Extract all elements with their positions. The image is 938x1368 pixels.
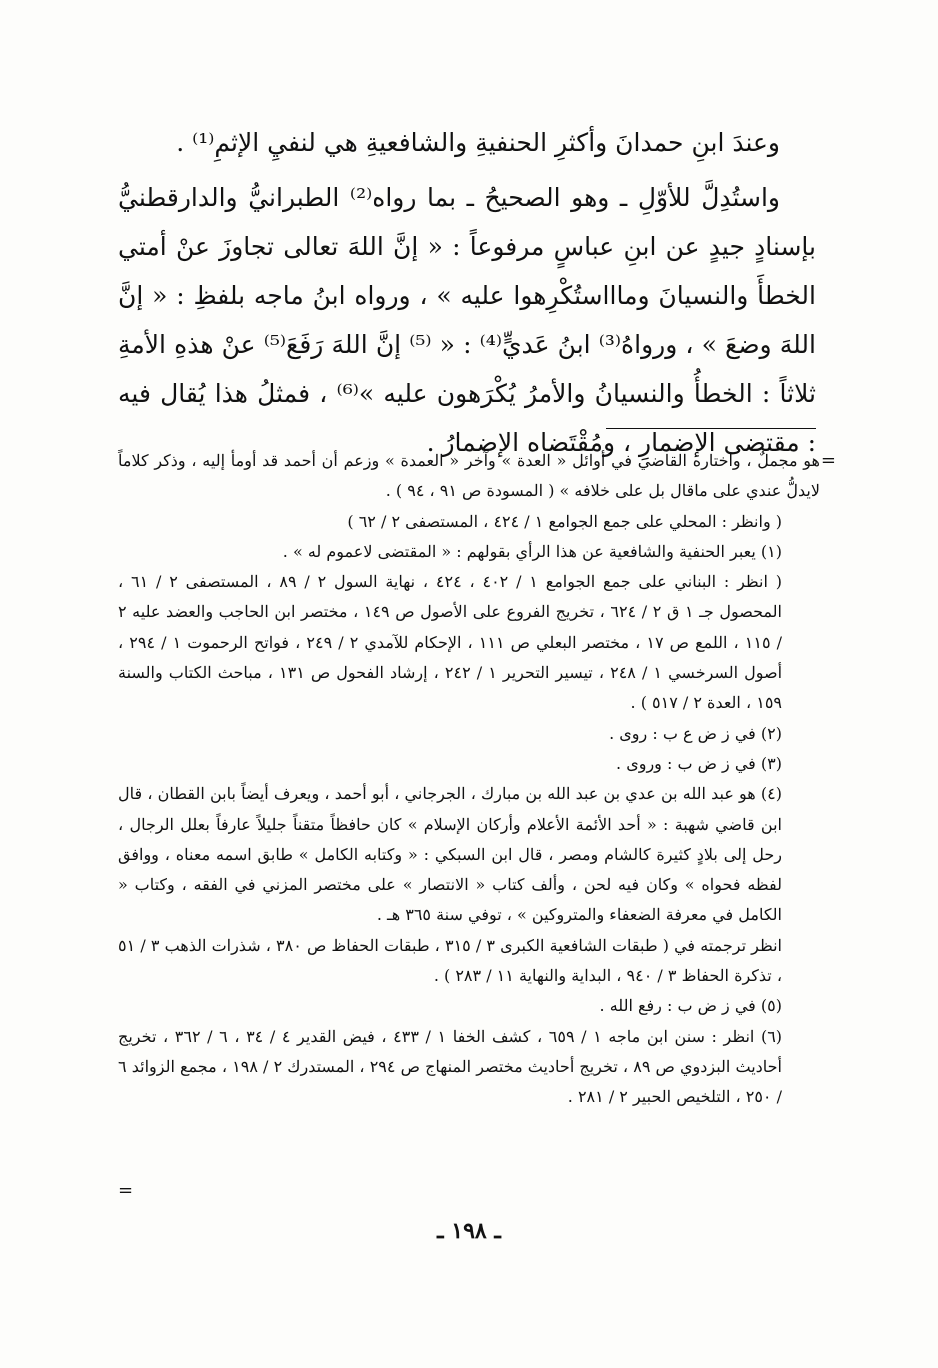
continuation-marker: = — [820, 450, 836, 471]
footnote-4-refs: انظر ترجمته في ( طبقات الشافعية الكبرى ٣ / ٣١٥ ، طبقات الحفاظ ص ٣٨٠ ، شذرات الذهب ٣ / ٥١ ، تذكرة الحفاظ ٣ / ٩٤٠ ، البداية والنهاية ١١ / ٢٨٣ ) . — [118, 935, 783, 986]
footnote-5: (٥) في ز ض ب : رفع الله . — [599, 996, 782, 1016]
footnote-6: (٦) انظر : سنن ابن ماجه ١ / ٦٥٩ ، كشف الخفا ١ / ٤٣٣ ، فيض القدير ٤ / ٣٤ ، ٦ / ٣٦٢ ، تخريج أحاديث البزدوي ص ٨٩ ، تخريج أحاديث مختصر المنهاج ص ٢٩٤ ، المستدرك ٢ / ١٩٨ ، مجمع الزوائد ٦ / ٢٥٠ ، التلخيص الحبير ٢ / ٢٨١ . — [118, 1026, 783, 1107]
footnote-1: (١) يعبر الحنفية والشافعية عن هذا الرأي بقولهم : « المقتضى لاعموم له » . — [282, 541, 782, 561]
main-text — [118, 118, 816, 467]
end-continuation-marker: = — [118, 1180, 134, 1201]
page-number: ـ ١٩٨ ـ — [437, 1218, 501, 1244]
footnote-4: (٤) هو عبد الله بن عدي بن عبد الله بن مبارك ، الجرجاني ، أبو أحمد ، ويعرف أيضاً بابن القطان ، قال ابن قاضي شهبة : « أحد الأئمة الأعلام وأركان الإسلام » كان حافظاً متقناً جليلاً عارفاً بعلل الرجال ، رحل إلى بلادٍ كثيرة كالشام ومصر ، قال ابن السبكي : « وكتابه الكامل » طابق اسمه معناه ، ووافق لفظه فحواه » وكان فيه لحن ، وألف كتاب « الانتصار » على مختصر المزني في الفقه ، وكتاب « الكامل في معرفة الضعفاء والمتروكين » ، توفي سنة ٣٦٥ هـ . — [118, 784, 782, 925]
footnote-3: (٣) في ز ض ب : وروى . — [616, 753, 782, 773]
footnote-2: (٢) في ز ض ع ب : روى . — [609, 723, 782, 743]
footnote-separator — [606, 428, 816, 429]
footnote-continued: هو مجملٌ ، واختاره القاضي في أوائل « العدة » وآخر « العمدة » وزعم أن أحمد قد أومأ إليه ، وذكر كلاماً لايدلُّ عندي على ماقال بل على خلافه » ( المسودة ص ٩١ ، ٩٤ ) . — [118, 451, 820, 501]
footnote-1-refs: ( انظر : البناني على جمع الجوامع ١ / ٤٠٢ ، ٤٢٤ ، نهاية السول ٢ / ٨٩ ، المستصفى ٢ / ٦١ ، المحصول جـ ١ ق ٢ / ٦٢٤ ، تخريج الفروع على الأصول ص ١٤٩ ، مختصر ابن الحاجب والعضد عليه ٢ / ١١٥ ، اللمع ص ١٧ ، مختصر البعلي ص ١١١ ، الإحكام للآمدي ٢ / ٢٤٩ ، فواتح الرحموت ١ / ٢٩٤ ، أصول السرخسي ١ / ٢٤٨ ، تيسير التحرير ١ / ٢٤٢ ، إرشاد الفحول ص ١٣١ ، مباحث الكتاب والسنة ١٥٩ ، العدة ٢ / ٥١٧ ) . — [118, 572, 783, 713]
main-paragraph-1: وعندَ ابنِ حمدانَ وأكثرِ الحنفيةِ والشافعيةِ هي لنفيِ الإثمِ⁽¹⁾ . — [176, 128, 780, 157]
footnote-continued-refs: ( وانظر : المحلي على جمع الجوامع ١ / ٤٢٤ ، المستصفى ٢ / ٦٢ ) — [347, 511, 782, 531]
main-paragraph-2: واستُدِلَّ للأوّلِ ـ وهو الصحيحُ ـ بما رواه⁽²⁾ الطبرانيُّ والدارقطنيُّ بإسنادٍ جيدٍ عن ابنِ عباسٍ مرفوعاً : « إنَّ اللهَ تعالى تجاوزَ عنْ أمتي الخطأَ والنسيانَ وماااستُكْرِهوا عليه » ، ورواه ابنُ ماجه بلفظِ : « إنَّ اللهَ وضعَ » ، ورواهُ⁽³⁾ ابنُ عَديٍّ⁽⁴⁾ : « ⁽⁵⁾ إنَّ اللهَ رَفَعَ⁽⁵⁾ عنْ هذهِ الأمةِ ثلاثاً : الخطأُ والنسيانُ والأمرُ يُكْرَهون عليه »⁽⁶⁾ ، فمثلُ هذا يُقال فيه : مقتضى الإضمارِ ، ومُقْتَضاه الإضمارُ . — [118, 183, 816, 457]
footnotes — [118, 446, 836, 1113]
